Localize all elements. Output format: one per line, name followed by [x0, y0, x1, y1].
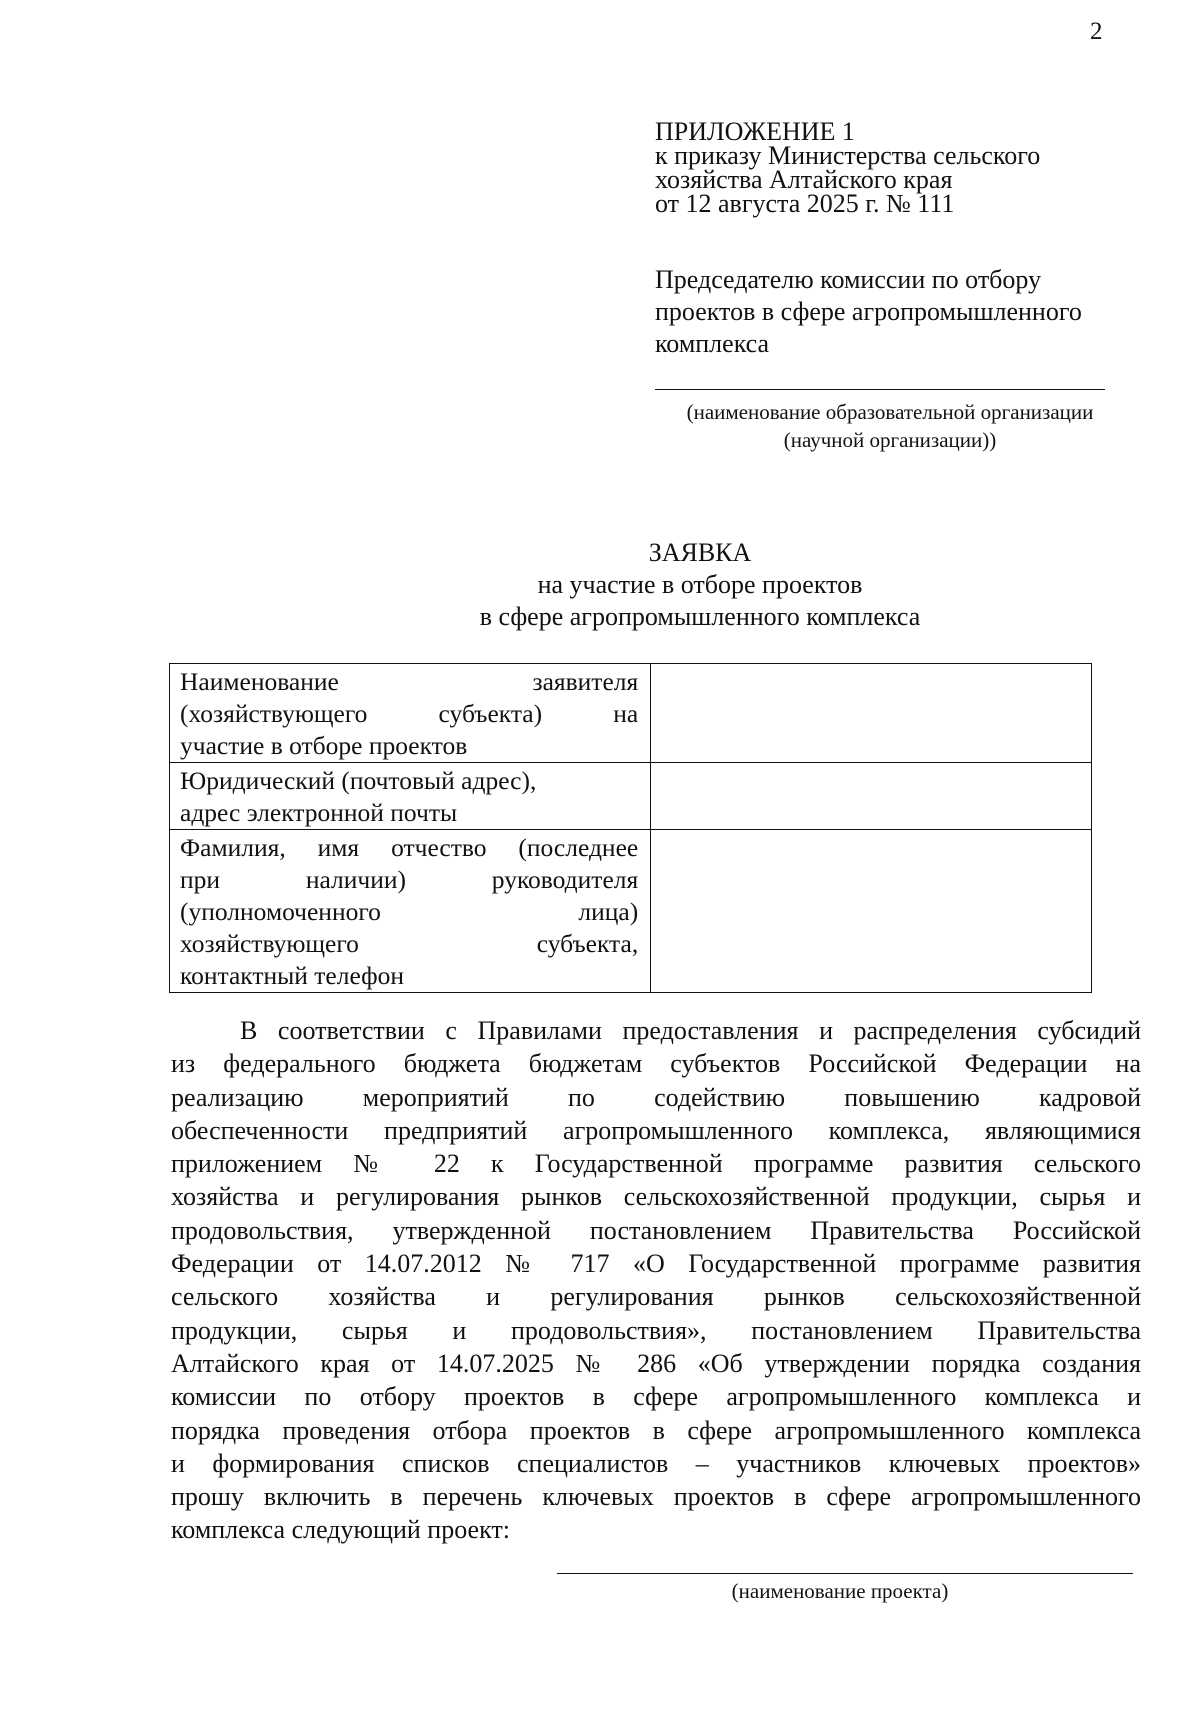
addressee-line: Председателю комиссии по отбору [655, 265, 1042, 294]
caption-line: (научной организации)) [783, 428, 997, 452]
label-line: (хозяйствующего субъекта) на [180, 699, 639, 728]
table-row [170, 664, 1092, 763]
appendix-title: ПРИЛОЖЕНИЕ 1 [655, 117, 855, 146]
appendix-line: хозяйства Алтайского края [655, 165, 953, 194]
organization-name-field[interactable] [655, 389, 1105, 390]
project-name-field[interactable] [557, 1573, 1133, 1574]
body-line: Федерации от 14.07.2012 № 717 «О Государственной программе развития [171, 1249, 1141, 1279]
body-line: реализацию мероприятий по содействию повышению кадровой [171, 1082, 1141, 1112]
body-line: В соответствии с Правилами предоставления и распределения субсидий [240, 1016, 1141, 1045]
label-line: адрес электронной почты [180, 798, 458, 827]
body-line: обеспеченности предприятий агропромышленного комплекса, являющимися [171, 1115, 1141, 1145]
applicant-name-field[interactable] [651, 664, 1092, 763]
row-label [170, 664, 651, 763]
organization-caption [640, 398, 1140, 454]
addressee-block [655, 264, 1155, 360]
director-contact-field[interactable] [651, 830, 1092, 993]
body-line: приложением № 22 к Государственной программе развития сельского [171, 1149, 1141, 1179]
body-line: порядка проведения отбора проектов в сфере агропромышленного комплекса [171, 1415, 1141, 1445]
label-line: участие в отборе проектов [180, 731, 468, 760]
document-title: ЗАЯВКА [648, 538, 752, 567]
document-subtitle: в сфере агропромышленного комплекса [479, 602, 921, 631]
label-line: при наличии) руководителя [180, 865, 639, 894]
body-line: продовольствия, утвержденной постановлением Правительства Российской [171, 1215, 1141, 1245]
appendix-line: к приказу Министерства сельского [655, 141, 1041, 170]
document-title-block [300, 537, 1100, 633]
table-row [170, 830, 1092, 993]
row-label [170, 830, 651, 993]
body-line: комиссии по отбору проектов в сфере агропромышленного комплекса и [171, 1382, 1141, 1412]
appendix-line: от 12 августа 2025 г. № 111 [655, 189, 955, 218]
label-line: контактный телефон [180, 961, 404, 990]
label-line: Наименование заявителя [180, 667, 639, 696]
project-caption: (наименование проекта) [731, 1579, 949, 1603]
label-line: (уполномоченного лица) [180, 897, 639, 926]
addressee-line: комплекса [655, 329, 770, 358]
body-line: продукции, сырья и продовольствия», постановлением Правительства [171, 1315, 1141, 1345]
body-line: сельского хозяйства и регулирования рынков сельскохозяйственной [171, 1282, 1141, 1312]
body-line: прошу включить в перечень ключевых проектов в сфере агропромышленного [171, 1482, 1141, 1512]
application-form-table [169, 663, 1092, 993]
label-line: хозяйствующего субъекта, [180, 929, 639, 958]
addressee-line: проектов в сфере агропромышленного [655, 297, 1082, 326]
table-row [170, 763, 1092, 830]
address-email-field[interactable] [651, 763, 1092, 830]
body-paragraph [171, 1014, 1141, 1547]
appendix-header [655, 117, 1155, 218]
body-line: комплекса следующий проект: [171, 1515, 510, 1545]
page-number: 2 [1090, 18, 1103, 45]
label-line: Фамилия, имя отчество (последнее [180, 833, 639, 862]
label-line: Юридический (почтовый адрес), [180, 766, 537, 795]
body-line: хозяйства и регулирования рынков сельскохозяйственной продукции, сырья и [171, 1182, 1141, 1212]
row-label [170, 763, 651, 830]
body-line: из федерального бюджета бюджетам субъектов Российской Федерации на [171, 1049, 1141, 1079]
body-line: и формирования списков специалистов – участников ключевых проектов» [171, 1448, 1141, 1478]
caption-line: (наименование образовательной организации [686, 400, 1094, 424]
body-line: Алтайского края от 14.07.2025 № 286 «Об утверждении порядка создания [171, 1348, 1141, 1378]
document-subtitle: на участие в отборе проектов [537, 570, 863, 599]
